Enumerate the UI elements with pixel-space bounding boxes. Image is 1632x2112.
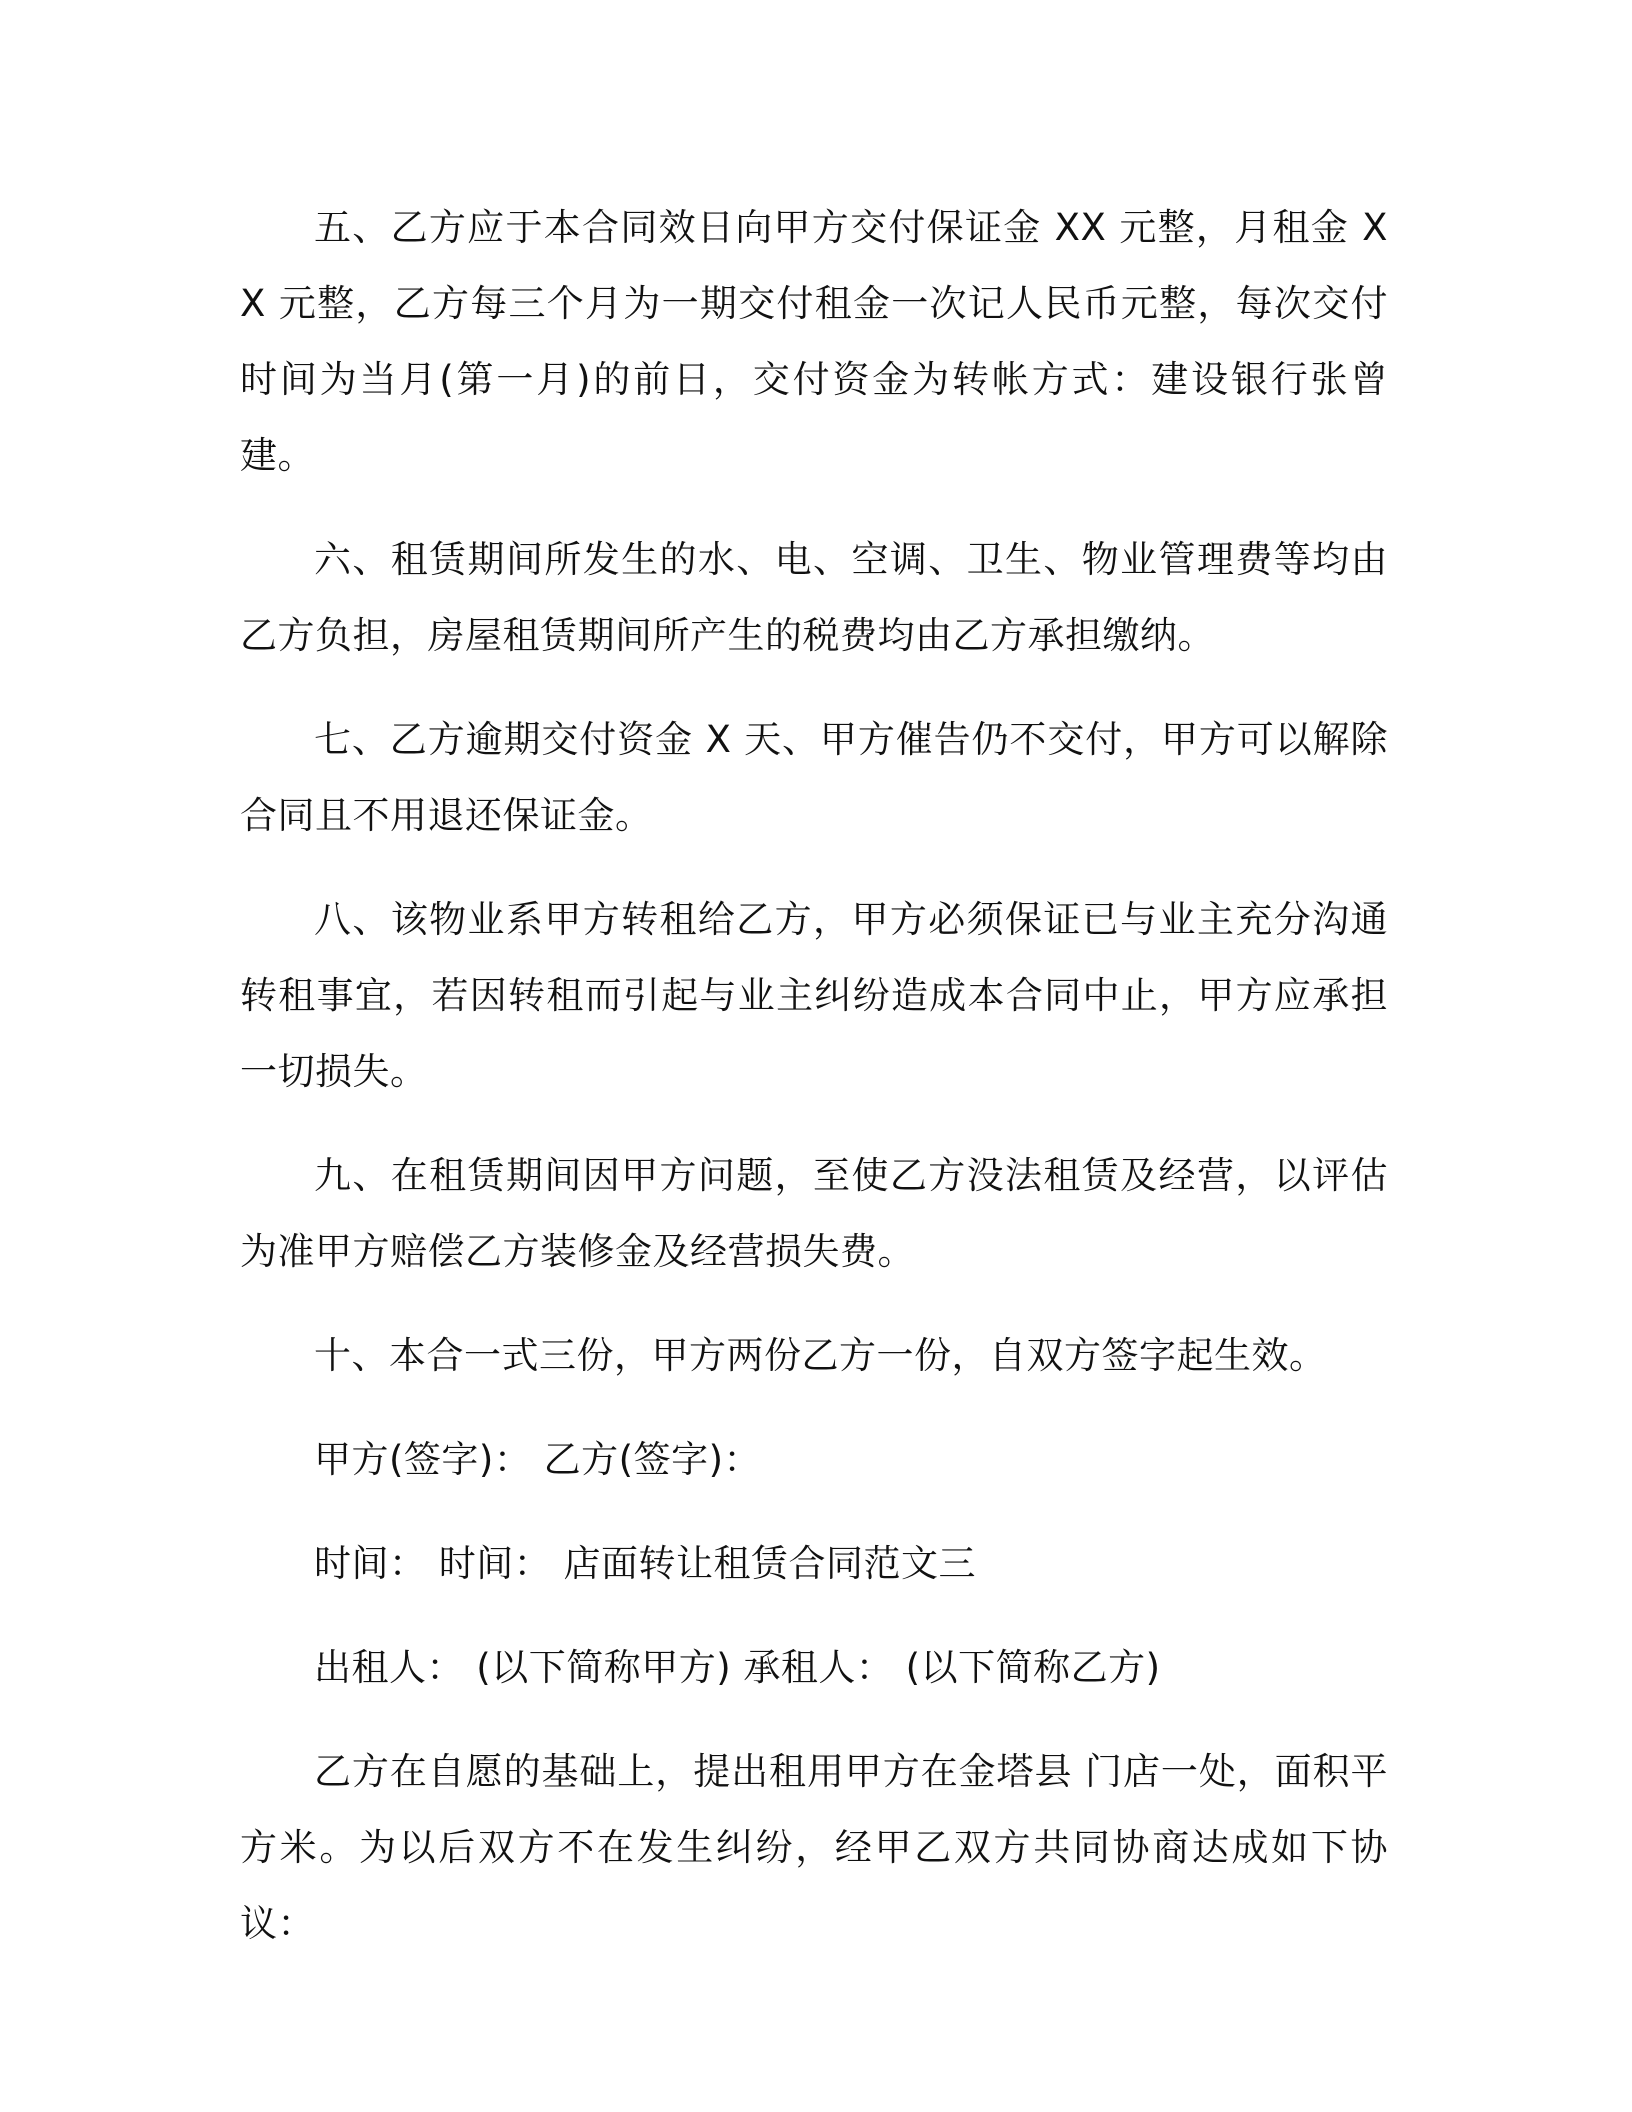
document-body	[240, 190, 1388, 1990]
clause-9: 九、在租赁期间因甲方问题，至使乙方没法租赁及经营，以评估为准甲方赔偿乙方装修金及经营损失费。	[240, 1154, 1388, 1273]
parties-line: 出租人： (以下简称甲方) 承租人： (以下简称乙方)	[314, 1646, 1161, 1689]
clause-8: 八、该物业系甲方转租给乙方，甲方必须保证已与业主充分沟通转租事宜，若因转租而引起与业主纠纷造成本合同中止，甲方应承担一切损失。	[240, 898, 1388, 1093]
clause-10: 十、本合一式三份，甲方两份乙方一份，自双方签字起生效。	[314, 1334, 1327, 1377]
clause-5: 五、乙方应于本合同效日向甲方交付保证金 XX 元整，月租金 XX 元整，乙方每三个月为一期交付租金一次记人民币元整，每次交付时间为当月(第一月)的前日，交付资金为转帐方式：建设银行张曾建。	[240, 206, 1388, 477]
signature-line: 甲方(签字)： 乙方(签字)：	[314, 1438, 762, 1481]
date-line: 时间： 时间： 店面转让租赁合同范文三	[314, 1542, 977, 1585]
preamble: 乙方在自愿的基础上，提出租用甲方在金塔县 门店一处，面积平方米。为以后双方不在发生纠纷，经甲乙双方共同协商达成如下协议：	[240, 1750, 1388, 1945]
clause-7: 七、乙方逾期交付资金 X 天、甲方催告仍不交付，甲方可以解除合同且不用退还保证金。	[240, 718, 1388, 837]
clause-6: 六、租赁期间所发生的水、电、空调、卫生、物业管理费等均由乙方负担，房屋租赁期间所产生的税费均由乙方承担缴纳。	[240, 538, 1388, 657]
